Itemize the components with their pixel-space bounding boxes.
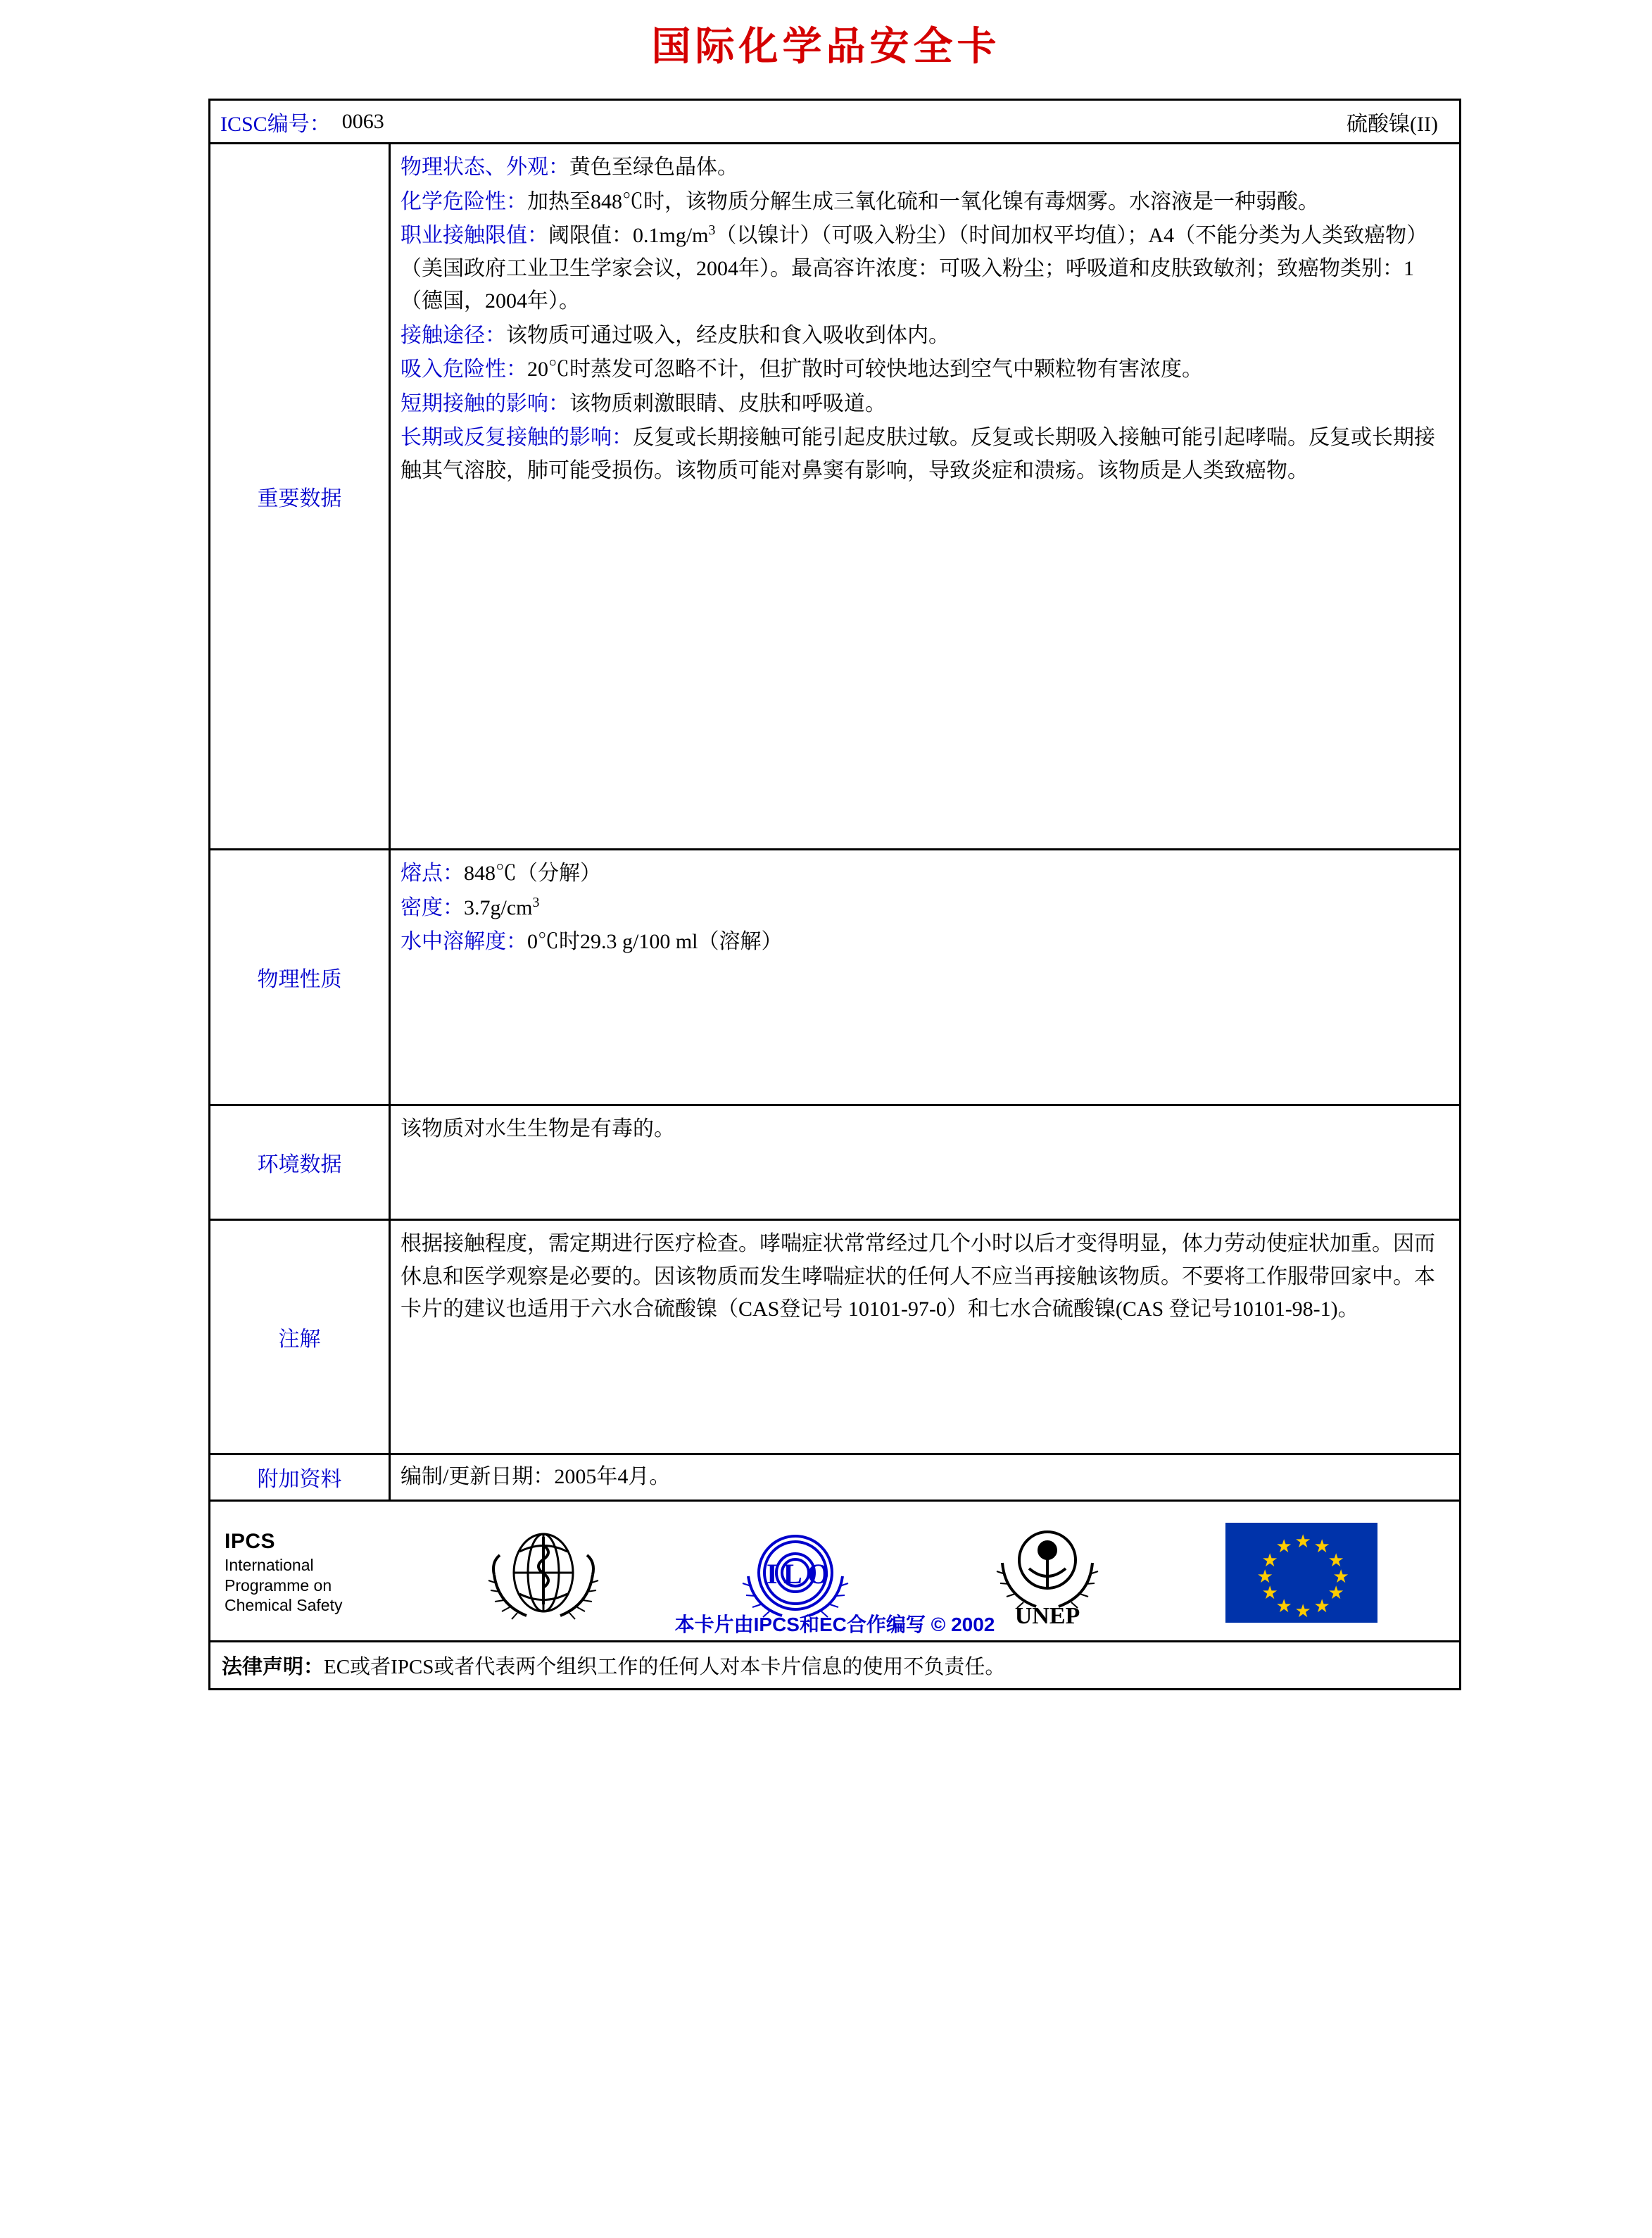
property-water-solubility-value: 0℃时29.3 g/100 ml（溶解） (527, 930, 783, 953)
ipcs-subtitle-line2: Programme on (225, 1576, 332, 1595)
section-content-important-data (391, 144, 1459, 848)
ipcs-block (210, 1530, 391, 1616)
section-label-important-data: 重要数据 (210, 144, 391, 848)
icsc-number-label: ICSC编号： (220, 112, 331, 136)
item-appearance-key: 物理状态、外观： (401, 156, 569, 179)
section-label-notes: 注解 (210, 1221, 391, 1453)
section-physical-properties (210, 850, 1459, 1106)
property-melting-point-key: 熔点： (401, 862, 464, 885)
item-short-term-effects-text: 该物质刺激眼睛、皮肤和呼吸道。 (569, 391, 886, 415)
item-routes-of-exposure-key: 接触途径： (401, 323, 506, 347)
icsc-number-value: 0063 (341, 109, 384, 133)
property-water-solubility (401, 926, 1449, 959)
section-additional-info (210, 1455, 1459, 1502)
ipcs-subtitle-line3: Chemical Safety (225, 1596, 343, 1615)
item-inhalation-risk (401, 353, 1449, 386)
property-water-solubility-key: 水中溶解度： (401, 930, 527, 953)
section-content-physical-properties (391, 850, 1459, 1104)
item-exposure-limits-text-a: 阈限值：0.1mg/m (548, 224, 709, 247)
eu-flag: ★ ★ ★ ★ ★ ★ ★ ★ ★ ★ ★ ★ (1225, 1523, 1377, 1623)
section-label-environmental-data: 环境数据 (210, 1106, 391, 1219)
section-content-additional-info (391, 1455, 1459, 1500)
environmental-data-text: 该物质对水生生物是有毒的。 (401, 1117, 675, 1140)
svg-text:O: O (807, 1558, 829, 1590)
item-long-term-effects-text: 反复或长期接触可能引起皮肤过敏。反复或长期吸入接触可能引起哮喘。反复或长期接触其气溶胶，肺可能受损伤。该物质可能对鼻窦有影响，导致炎症和溃疡。该物质是人类致癌物。 (401, 426, 1435, 482)
svg-text:L: L (783, 1558, 802, 1590)
section-content-notes (391, 1221, 1459, 1453)
cooperation-note: 本卡片由IPCS和EC合作编写 © 2002 (674, 1613, 995, 1635)
notes-text: 根据接触程度，需定期进行医疗检查。哮喘症状常常经过几个小时以后才变得明显，体力劳动使症状加重。因而休息和医学观察是必要的。因该物质而发生哮喘症状的任何人不应当再接触该物质。不要将工作服带回家中。本卡片的建议也适用于六水合硫酸镍（CAS登记号 10101-97-0）和七水合硫酸镍(CAS 登记号10101-98-1)。 (401, 1232, 1435, 1321)
item-exposure-limits-text-b: （以镍计）（可吸入粉尘）（时间加权平均值）；A4（不能分类为人类致癌物）（美国政府工业卫生学家会议，2004年）。最高容许浓度：可吸入粉尘；呼吸道和皮肤致敏剂；致癌物类别：1（德国，2004年）。 (401, 224, 1428, 313)
item-chemical-hazards (401, 186, 1449, 219)
footer-logos-row (210, 1502, 1459, 1642)
legal-disclaimer-text: EC或者IPCS或者代表两个组织工作的任何人对本卡片信息的使用不负责任。 (324, 1655, 1006, 1678)
section-content-environmental-data (391, 1106, 1459, 1219)
item-chemical-hazards-key: 化学危险性： (401, 189, 527, 213)
ipcs-subtitle (225, 1555, 391, 1616)
section-label-additional-info: 附加资料 (210, 1455, 391, 1500)
unep-label: UNEP (1014, 1603, 1080, 1629)
card-header (210, 101, 1459, 144)
item-short-term-effects-key: 短期接触的影响： (401, 391, 569, 415)
legal-disclaimer-label: 法律声明： (222, 1655, 324, 1678)
item-long-term-effects-key: 长期或反复接触的影响： (401, 426, 633, 449)
item-inhalation-risk-text: 20℃时蒸发可忽略不计，但扩散时可较快地达到空气中颗粒物有害浓度。 (527, 358, 1203, 381)
property-density (401, 892, 1449, 925)
icsc-card (208, 99, 1461, 1690)
item-appearance (401, 151, 1449, 184)
item-short-term-effects (401, 388, 1449, 421)
item-appearance-text: 黄色至绿色晶体。 (569, 156, 738, 179)
item-long-term-effects (401, 422, 1449, 487)
item-exposure-limits (401, 220, 1449, 318)
chemical-name: 硫酸镍(II) (1347, 112, 1438, 136)
property-density-value: 3.7g/cm (464, 895, 533, 919)
item-routes-of-exposure (401, 320, 1449, 353)
item-chemical-hazards-text: 加热至848℃时，该物质分解生成三氧化硫和一氧化镍有毒烟雾。水溶液是一种弱酸。 (527, 189, 1319, 213)
property-density-superscript: 3 (532, 894, 540, 910)
section-label-physical-properties: 物理性质 (210, 850, 391, 1104)
item-routes-of-exposure-text: 该物质可通过吸入，经皮肤和食入吸收到体内。 (506, 323, 950, 347)
ipcs-title: IPCS (225, 1529, 276, 1553)
property-melting-point-value: 848℃（分解） (464, 862, 601, 885)
section-important-data (210, 144, 1459, 850)
section-environmental-data (210, 1106, 1459, 1221)
item-exposure-limits-key: 职业接触限值： (401, 224, 548, 247)
section-notes (210, 1221, 1459, 1455)
item-inhalation-risk-key: 吸入危险性： (401, 358, 527, 381)
item-exposure-limits-superscript: 3 (708, 222, 716, 238)
ipcs-subtitle-line1: International (225, 1555, 314, 1574)
eu-flag-icon (1225, 1523, 1377, 1623)
svg-text:I: I (766, 1558, 778, 1590)
property-melting-point (401, 857, 1449, 891)
document-page (0, 15, 1652, 2238)
page-title: 国际化学品安全卡 (651, 25, 1001, 69)
additional-info-text: 编制/更新日期：2005年4月。 (401, 1465, 671, 1488)
property-density-key: 密度： (401, 895, 464, 919)
legal-disclaimer-row (210, 1642, 1459, 1688)
